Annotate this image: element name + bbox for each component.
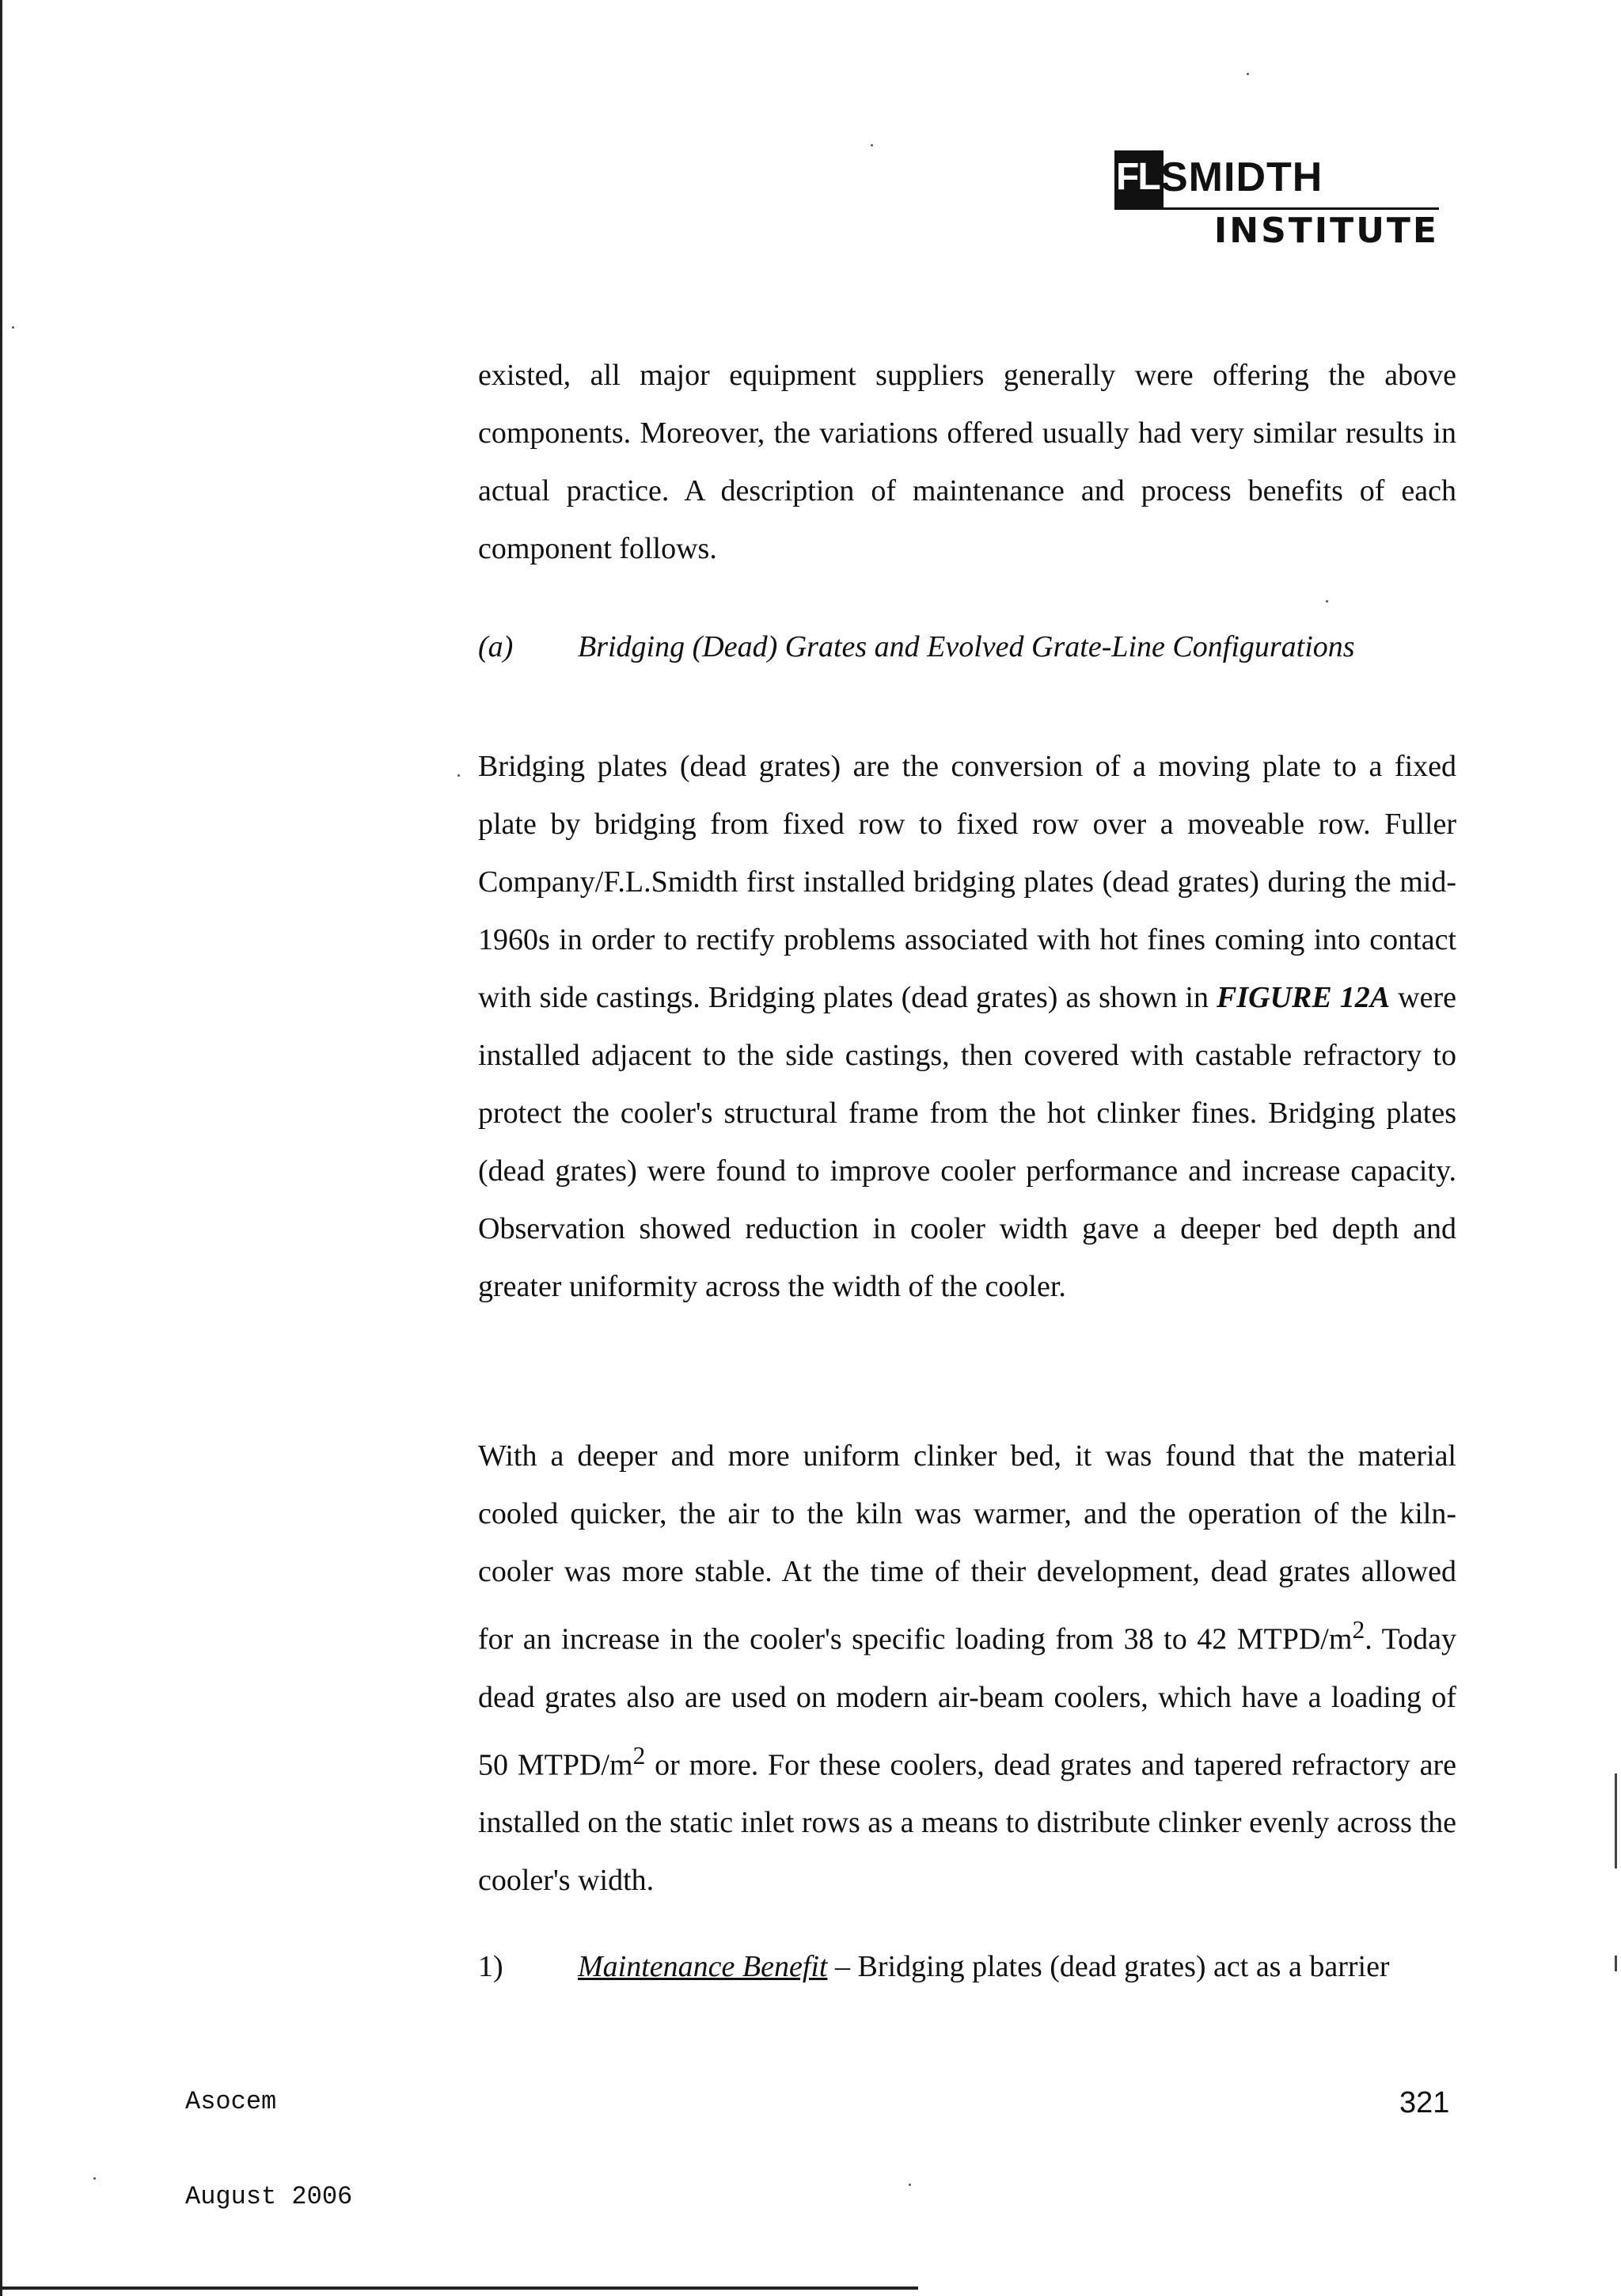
scan-edge-right xyxy=(1615,1956,1617,1971)
scan-edge-left xyxy=(0,0,2,2296)
logo-subtitle: INSTITUTE xyxy=(1213,211,1439,251)
superscript-2: 2 xyxy=(632,1741,646,1770)
clinker-text-part3: or more. For these coolers, dead grates and tapered refractory are installed on the static inlet rows as a means to distribute clinker evenly across the cooler's width. xyxy=(478,1748,1456,1898)
superscript-2: 2 xyxy=(1352,1616,1365,1644)
scan-edge-bottom xyxy=(0,2286,918,2290)
page-number: 321 xyxy=(1399,2086,1450,2119)
scan-speck xyxy=(12,326,14,329)
section-number: (a) xyxy=(478,630,514,663)
list-item xyxy=(478,1949,1456,1984)
logo-rule xyxy=(1114,207,1439,210)
list-item-number: 1) xyxy=(478,1950,503,1983)
section-heading xyxy=(478,629,1456,664)
logo-badge xyxy=(1114,150,1164,207)
list-item-term: Maintenance Benefit xyxy=(578,1950,828,1983)
bridging-plates-paragraph xyxy=(478,738,1456,1316)
scan-speck xyxy=(909,2184,911,2186)
scan-speck xyxy=(457,774,460,777)
flsmidth-institute-logo xyxy=(1114,150,1439,253)
figure-reference: FIGURE 12A xyxy=(1217,981,1391,1014)
bridging-text-before-figure: Bridging plates (dead grates) are the conversion of a moving plate to a fixed plate by bridging from fixed row to fixed row over a moveable row. Fuller Company/F.L.Smidth first installed bridging plates (dead grates) during the mid-1960s in order to rectify problems associated with hot fines coming into contact with side castings. Bridging plates (dead grates) as shown in xyxy=(478,750,1456,1014)
logo-brand-text: SMIDTH xyxy=(1160,154,1323,200)
intro-paragraph: existed, all major equipment suppliers generally were offering the above components. Moreover, the variations offered usually had very similar results in actual practice. A description of maintenance and process benefits of each component follows. xyxy=(478,359,1456,565)
clinker-text-part1: With a deeper and more uniform clinker bed, it was found that the material cooled quicker, the air to the kiln was warmer, and the operation of the kiln-cooler was more stable. At the time of their development, dead grates allowed for an increase in the cooler's specific loading from 38 to 42 MTPD/m xyxy=(478,1439,1456,1656)
logo-badge-text: FL xyxy=(1116,156,1160,198)
scan-edge-right xyxy=(1615,1773,1617,1868)
clinker-bed-paragraph xyxy=(478,1427,1456,1910)
footer-date: August 2006 xyxy=(185,2182,353,2211)
scan-speck xyxy=(1326,600,1328,603)
scan-speck xyxy=(871,144,873,146)
footer-organization xyxy=(185,2023,352,2245)
scan-speck xyxy=(1247,73,1249,75)
clinker-text-part2: . Today dead grates also are used on modern air-beam coolers, which have a loading of 50 MTPD/m xyxy=(478,1622,1457,1782)
section-title: Bridging (Dead) Grates and Evolved Grate-Line Configurations xyxy=(578,630,1355,663)
footer-org-name: Asocem xyxy=(185,2087,277,2116)
bridging-text-after-figure: were installed adjacent to the side castings, then covered with castable refractory to protect the cooler's structural frame from the hot clinker fines. Bridging plates (dead grates) were found to improve cooler performance and increase capacity. Observation showed reduction in cooler width gave a deeper bed depth and greater uniformity across the width of the cooler. xyxy=(478,981,1457,1303)
list-item-text: – Bridging plates (dead grates) act as a barrier xyxy=(827,1950,1390,1983)
scan-speck xyxy=(93,2177,96,2180)
